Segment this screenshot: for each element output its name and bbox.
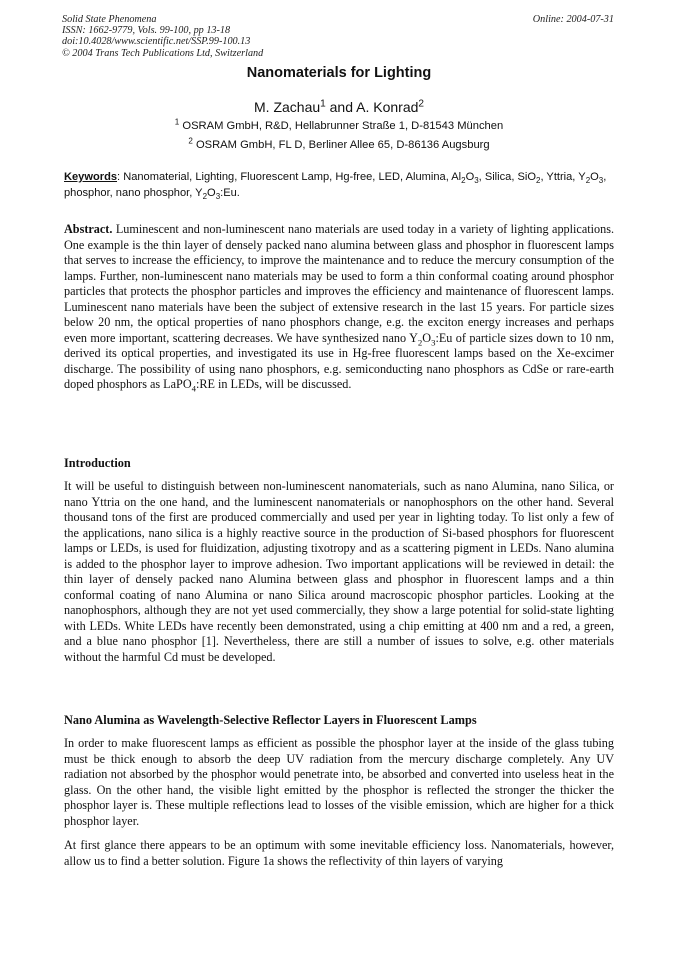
keywords-text: : Nanomaterial, Lighting, Fluorescent Lamp, Hg-free, LED, Alumina, Al <box>117 171 462 183</box>
subscript: 2 <box>202 191 208 201</box>
subscript: 2 <box>417 336 423 347</box>
subscript: 2 <box>461 176 466 186</box>
issn-line: ISSN: 1662-9779, Vols. 99-100, pp 13-18 <box>62 25 231 37</box>
subscript: 3 <box>598 176 604 186</box>
nano-alumina-paragraph-1: In order to make fluorescent lamps as efficient as possible the phosphor layer at the inside of the glass tubing must be thick enough to absorb the deep UV radiation from the mercury discharge completely. Any UV radiation not absorbed by the phosphor would penetrate into, be absorbed and converted into useless heat in the glass. On the other hand, the visible light emitted by the phosphor is reflected the stronger the thicker the phosphor layer is. These multiple reflections lead to losses of the visible emission, which are higher for a thick phosphor layer. <box>64 736 614 828</box>
introduction-paragraph: It will be useful to distinguish between non-luminescent nanomaterials, such as nano Alumina, nano Silica, or nano Yttria on the one hand, and the luminescent nanomaterials or nanophosphors on the other hand. Several thousand tons of the first are produced commercially and used per year in lighting today. To list only a few of the applications, nano silica is a highly reactive source in the production of Si-based phosphors for fluorescent lamps or LEDs, is used for fluidization, adjusting tixotropy and as a scattering pigment in LEDs. Nano alumina is added to the phosphor layer to improve adhesion. Two important applications will be reviewed in detail: the thin layer of densely packed nano Alumina between glass and phosphor in fluorescent lamps and a thin conformal coating of nano Alumina or nano Silica around macroscopic phosphor particles. Looking at the nanophosphors, although they are not yet used commercially, they show a large potential for solid-state lighting with LEDs. White LEDs have recently been demonstrated, using a chip emitting at 400 nm and a red, a green, and a blue nano phosphor [1]. Nevertheless, there are still a number of issues to solve, e.g. other materials without the harmful Cd must be developed. <box>64 479 614 664</box>
journal-name: Solid State Phenomena <box>62 14 157 25</box>
affiliation-1-number: 1 <box>174 117 180 127</box>
online-date: Online: 2004-07-31 <box>532 14 614 25</box>
subscript: 3 <box>215 191 221 201</box>
abstract-text: :RE in LEDs, will be discussed. <box>196 377 352 391</box>
keywords-text: :Eu. <box>220 186 240 199</box>
author-1-affiliation-mark: 1 <box>320 98 326 110</box>
doi-line: doi:10.4028/www.scientific.net/SSP.99-100.13 <box>62 36 251 48</box>
affiliation-1 <box>0 117 678 132</box>
subscript: 2 <box>536 176 541 186</box>
keywords-text: , Yttria, Y <box>540 171 586 183</box>
author-separator: and <box>325 99 357 115</box>
author-1: M. Zachau <box>254 99 321 115</box>
page-header <box>62 14 614 59</box>
affiliation-2-text: OSRAM GmbH, FL D, Berliner Allee 65, D-86136 Augsburg <box>195 139 490 151</box>
paper-title: Nanomaterials for Lighting <box>246 65 432 81</box>
keywords-text: , phosphor, nano phosphor, Y <box>64 171 607 199</box>
keywords <box>64 170 614 201</box>
nano-alumina-paragraph-2: At first glance there appears to be an optimum with some inevitable efficiency loss. Nanomaterials, however, allow us to find a better solution. Figure 1a shows the reflectivity of thin layers of varying <box>64 838 614 868</box>
author-2-affiliation-mark: 2 <box>418 98 424 110</box>
copyright-line: © 2004 Trans Tech Publications Ltd, Switzerland <box>62 47 264 59</box>
affiliation-1-text: OSRAM GmbH, R&D, Hellabrunner Straße 1, D-81543 München <box>182 120 504 132</box>
section-heading-nano-alumina: Nano Alumina as Wavelength-Selective Reflector Layers in Fluorescent Lamps <box>64 713 477 727</box>
author-2: A. Konrad <box>356 99 419 115</box>
author-list <box>0 99 678 115</box>
keywords-text: O <box>465 171 475 183</box>
subscript: 3 <box>474 176 479 186</box>
abstract-text: :Eu of particle sizes down to 10 nm, derived its optical properties, and investigated its use in Hg-free fluorescent lamps based on the Xe-excimer discharge. The possibility of using nano phosphors, e.g. semiconducting nano phosphors as CdSe or rare-earth doped phosphors as LaPO <box>64 330 614 391</box>
keywords-text: O <box>207 186 216 199</box>
affiliation-2-number: 2 <box>188 136 193 146</box>
abstract-text: Luminescent and non-luminescent nano materials are used today in a variety of lighting applications. One example is the thin layer of densely packed nano alumina between glass and phosphor in fluorescent lamps that serves to increase the efficiency, to improve the maintenance and to reduce the mercury consumption of the lamps. Further, non-luminescent nano materials may be used to form a thin conformal coating around phosphor particles that protects the phosphor particles and improves the efficiency and maintenance of fluorescent lamps. Luminescent nano materials have been the subject of extensive research in the last 15 years. For particle sizes below 20 nm, the optical properties of nano phosphors change, e.g. the exciton energy increases and perhaps even more important, scattering decreases. We have synthesized nano Y <box>64 222 614 345</box>
abstract <box>64 222 614 393</box>
keywords-text: O <box>590 171 599 183</box>
keywords-text: , Silica, SiO <box>478 171 536 183</box>
subscript: 4 <box>191 383 197 394</box>
subscript: 3 <box>431 336 436 347</box>
abstract-label: Abstract. <box>64 222 113 236</box>
affiliation-2 <box>0 136 678 151</box>
subscript: 2 <box>585 176 591 186</box>
section-heading-introduction: Introduction <box>64 456 131 470</box>
abstract-text: O <box>422 330 432 345</box>
keywords-label: Keywords <box>64 171 118 183</box>
